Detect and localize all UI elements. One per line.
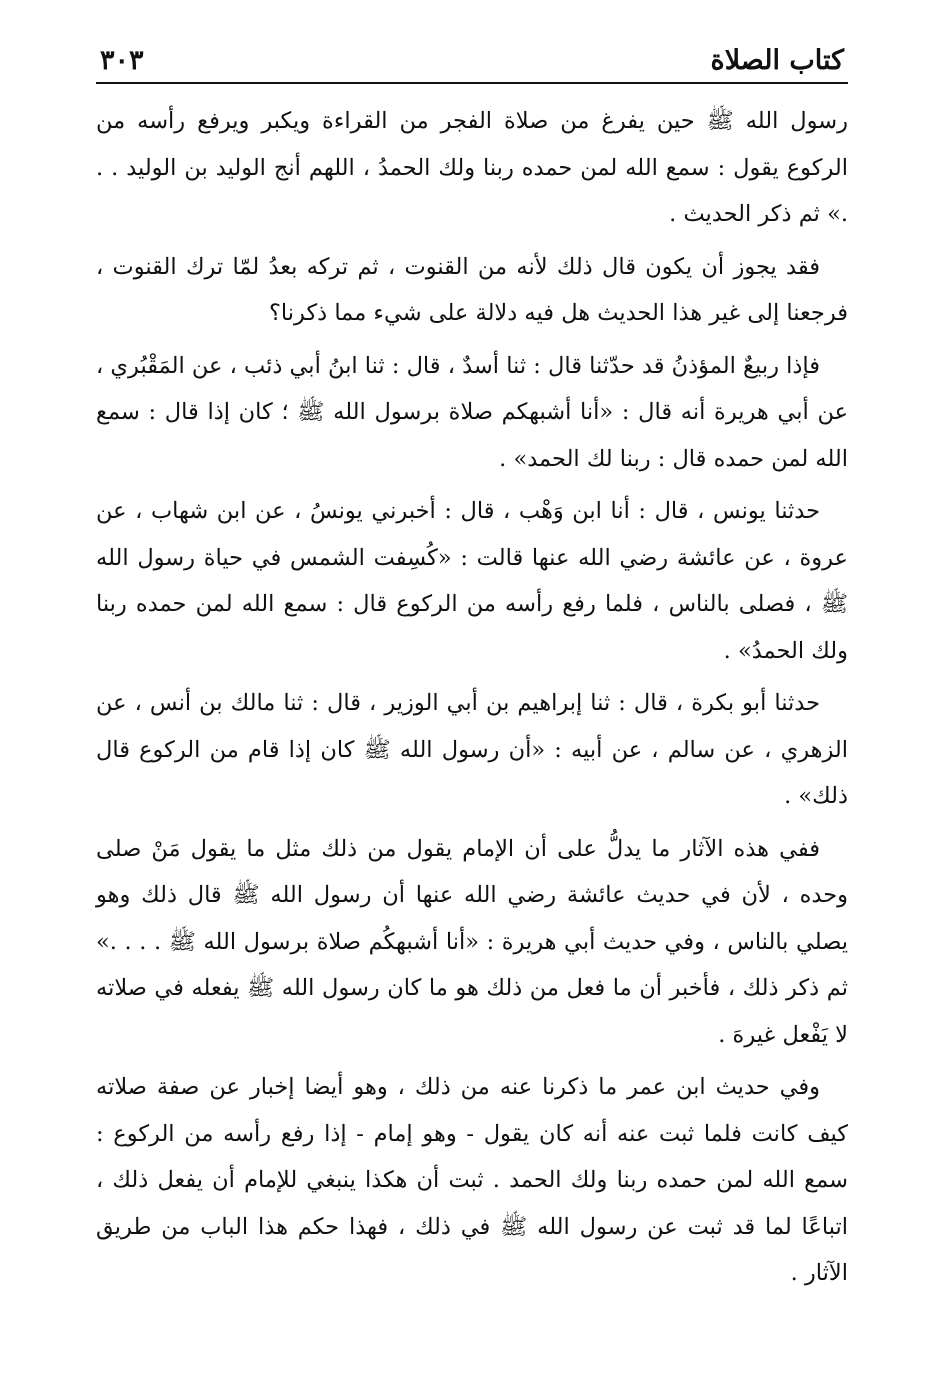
paragraph: حدثنا أبو بكرة ، قال : ثنا إبراهيم بن أبي الوزير ، قال : ثنا مالك بن أنس ، عن الزهري ، عن سالم ، عن أبيه : «أن رسول الله ﷺ كان إذا قام من الركوع قال ذلك» . bbox=[96, 690, 848, 809]
page-number: ٣٠٣ bbox=[100, 45, 144, 76]
running-title: كتاب الصلاة bbox=[710, 45, 844, 76]
paragraph: رسول الله ﷺ حين يفرغ من صلاة الفجر من القراءة ويكبر ويرفع رأسه من الركوع يقول : سمع الله لمن حمده ربنا ولك الحمدُ ، اللهم أنج الوليد بن الوليد . . .» ثم ذكر الحديث . bbox=[96, 108, 848, 227]
document-page bbox=[96, 32, 848, 1303]
paragraph: ففي هذه الآثار ما يدلُّ على أن الإمام يقول من ذلك مثل ما يقول مَنْ صلى وحده ، لأن في حديث عائشة رضي الله عنها أن رسول الله ﷺ قال ذلك وهو يصلي بالناس ، وفي حديث أبي هريرة : «أنا أشبهكُم صلاة برسول الله ﷺ . . . .» ثم ذكر ذلك ، فأخبر أن ما فعل من ذلك هو ما كان رسول الله ﷺ يفعله في صلاته لا يَفْعل غيرهَ . bbox=[96, 835, 848, 1048]
paragraph: فإذا ربيعٌ المؤذنُ قد حدّثنا قال : ثنا أسدٌ ، قال : ثنا ابنُ أبي ذئب ، عن المَقْبُري ، عن أبي هريرة أنه قال : «أنا أشبهكم صلاة برسول الله ﷺ ؛ كان إذا قال : سمع الله لمن حمده قال : ربنا لك الحمد» . bbox=[96, 352, 848, 472]
page-body bbox=[96, 98, 848, 1297]
paragraph: وفي حديث ابن عمر ما ذكرنا عنه من ذلك ، وهو أيضا إخبار عن صفة صلاته كيف كانت فلما ثبت عنه أنه كان يقول - وهو إمام - إذا رفع رأسه من الركوع : سمع الله لمن حمده ربنا ولك الحمد . ثبت أن هكذا ينبغي للإمام أن يفعل ذلك ، اتباعًا لما قد ثبت عن رسول الله ﷺ في ذلك ، فهذا حكم هذا الباب من طريق الآثار . bbox=[96, 1074, 848, 1286]
paragraph: حدثنا يونس ، قال : أنا ابن وَهْب ، قال : أخبرني يونسُ ، عن ابن شهاب ، عن عروة ، عن عائشة رضي الله عنها قالت : «كُسِفت الشمس في حياة رسول الله ﷺ ، فصلى بالناس ، فلما رفع رأسه من الركوع قال : سمع الله لمن حمده ربنا ولك الحمدُ» . bbox=[96, 498, 848, 664]
paragraph: فقد يجوز أن يكون قال ذلك لأنه من القنوت ، ثم تركه بعدُ لمّا ترك القنوت ، فرجعنا إلى غير هذا الحديث هل فيه دلالة على شيء مما ذكرنا؟ bbox=[96, 253, 848, 326]
page-header bbox=[96, 32, 848, 84]
